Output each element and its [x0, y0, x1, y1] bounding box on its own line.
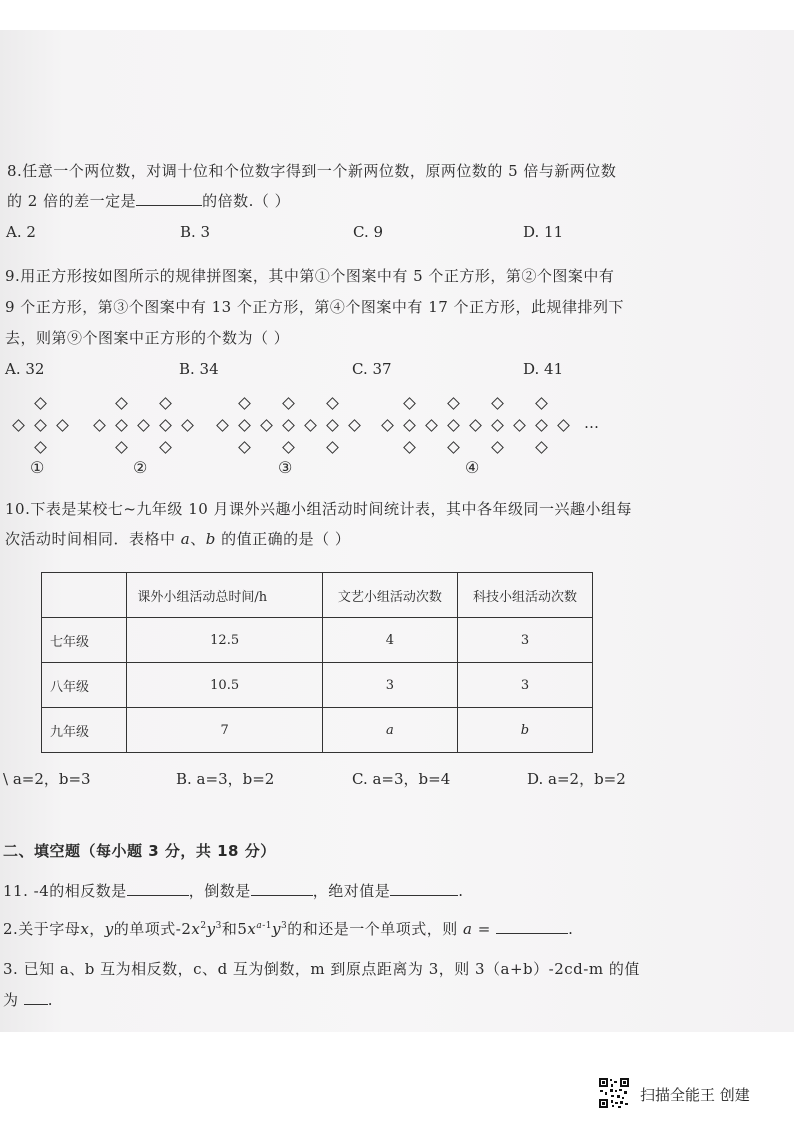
q13-line1: 3. 已知 a、b 互为相反数，c、d 互为倒数，m 到原点距离为 3，则 3（a+b）-2cd-m 的值 [3, 960, 640, 978]
q9-option-a: A. 32 [5, 360, 45, 378]
table-header-cell: 课外小组活动总时间/h [127, 573, 322, 618]
square-shape [282, 419, 295, 432]
activity-time-table [41, 572, 593, 753]
q8-option-c: C. 9 [353, 223, 384, 241]
square-shape [447, 397, 460, 410]
table-cell: 10.5 [127, 663, 322, 708]
square-shape [304, 419, 317, 432]
scanner-watermark-text: 扫描全能王 创建 [640, 1086, 750, 1104]
square-shape [93, 419, 106, 432]
table-header-row [42, 573, 593, 618]
q13-line2: 为 . [3, 991, 54, 1009]
q8-option-d: D. 11 [523, 223, 564, 241]
table-cell: 八年级 [42, 663, 127, 708]
square-shape [282, 397, 295, 410]
square-shape [282, 441, 295, 454]
square-shape [260, 419, 273, 432]
square-shape [447, 419, 460, 432]
table-header-cell [42, 573, 127, 618]
q11-line: 11. -4的相反数是 ，倒数是 ，绝对值是 . [3, 882, 464, 900]
square-shape [557, 419, 570, 432]
table-cell: 4 [322, 618, 457, 663]
q9-option-b: B. 34 [179, 360, 219, 378]
q10-option-d: D. a=2，b=2 [527, 770, 626, 788]
square-shape [535, 419, 548, 432]
pattern-label-1: ① [30, 458, 45, 477]
q8-line1: 8.任意一个两位数，对调十位和个位数字得到一个新两位数，原两位数的 5 倍与新两位数 [7, 162, 617, 180]
square-shape [159, 397, 172, 410]
square-shape [34, 441, 47, 454]
q8-option-a: A. 2 [6, 223, 36, 241]
q8-line2: 的 2 倍的差一定是 的倍数.（ ） [7, 192, 291, 210]
table-cell: 7 [127, 708, 322, 753]
table-cell: 七年级 [42, 618, 127, 663]
square-shape [403, 419, 416, 432]
q10-line2: 次活动时间相同．表格中 a、b 的值正确的是（ ） [5, 530, 351, 548]
square-pattern-figure [5, 392, 625, 482]
square-shape [535, 441, 548, 454]
square-shape [403, 441, 416, 454]
square-shape [56, 419, 69, 432]
table-row [42, 663, 593, 708]
square-shape [137, 419, 150, 432]
square-shape [326, 397, 339, 410]
square-shape [381, 419, 394, 432]
square-shape [115, 419, 128, 432]
square-shape [425, 419, 438, 432]
square-shape [238, 419, 251, 432]
square-shape [115, 441, 128, 454]
table-header-cell: 科技小组活动次数 [457, 573, 592, 618]
square-shape [491, 397, 504, 410]
square-shape [469, 419, 482, 432]
square-shape [159, 441, 172, 454]
q10-line1: 10.下表是某校七~九年级 10 月课外兴趣小组活动时间统计表，其中各年级同一兴趣小组每 [5, 500, 633, 518]
section-2-title: 二、填空题（每小题 3 分，共 18 分） [3, 842, 276, 860]
table-cell: 3 [322, 663, 457, 708]
q9-line2: 9 个正方形，第③个图案中有 13 个正方形，第④个图案中有 17 个正方形，此规律排列下 [5, 298, 625, 316]
square-shape [115, 397, 128, 410]
qr-code-icon [598, 1077, 630, 1109]
q10-option-b: B. a=3，b=2 [176, 770, 275, 788]
square-shape [348, 419, 361, 432]
square-shape [491, 441, 504, 454]
square-shape [513, 419, 526, 432]
table-cell: 3 [457, 618, 592, 663]
q10-option-a: \ a=2，b=3 [3, 770, 91, 788]
q8-option-b: B. 3 [180, 223, 211, 241]
q9-line1: 9.用正方形按如图所示的规律拼图案，其中第①个图案中有 5 个正方形，第②个图案中有 [5, 267, 615, 285]
table-cell: a [322, 708, 457, 753]
table-row [42, 618, 593, 663]
pattern-ellipsis: … [584, 414, 599, 432]
q10-option-c: C. a=3，b=4 [352, 770, 451, 788]
square-shape [447, 441, 460, 454]
square-shape [491, 419, 504, 432]
square-shape [238, 441, 251, 454]
q9-option-c: C. 37 [352, 360, 392, 378]
table-cell: 12.5 [127, 618, 322, 663]
table-cell: 3 [457, 663, 592, 708]
table-row [42, 708, 593, 753]
square-shape [34, 419, 47, 432]
square-shape [181, 419, 194, 432]
q9-line3: 去，则第⑨个图案中正方形的个数为（ ） [5, 329, 290, 347]
table-cell: 九年级 [42, 708, 127, 753]
square-shape [238, 397, 251, 410]
square-shape [403, 397, 416, 410]
pattern-label-3: ③ [278, 458, 293, 477]
table-header-cell: 文艺小组活动次数 [322, 573, 457, 618]
pattern-label-4: ④ [465, 458, 480, 477]
square-shape [535, 397, 548, 410]
square-shape [216, 419, 229, 432]
square-shape [12, 419, 25, 432]
table-cell: b [457, 708, 592, 753]
square-shape [159, 419, 172, 432]
square-shape [34, 397, 47, 410]
square-shape [326, 441, 339, 454]
pattern-label-2: ② [133, 458, 148, 477]
q9-option-d: D. 41 [523, 360, 564, 378]
q12-line: 2.关于字母x，y的单项式$-2x^2y^3$和$5x^{a-1}y^3$的和还是一个单项式，则 a = . [3, 920, 574, 938]
square-shape [326, 419, 339, 432]
